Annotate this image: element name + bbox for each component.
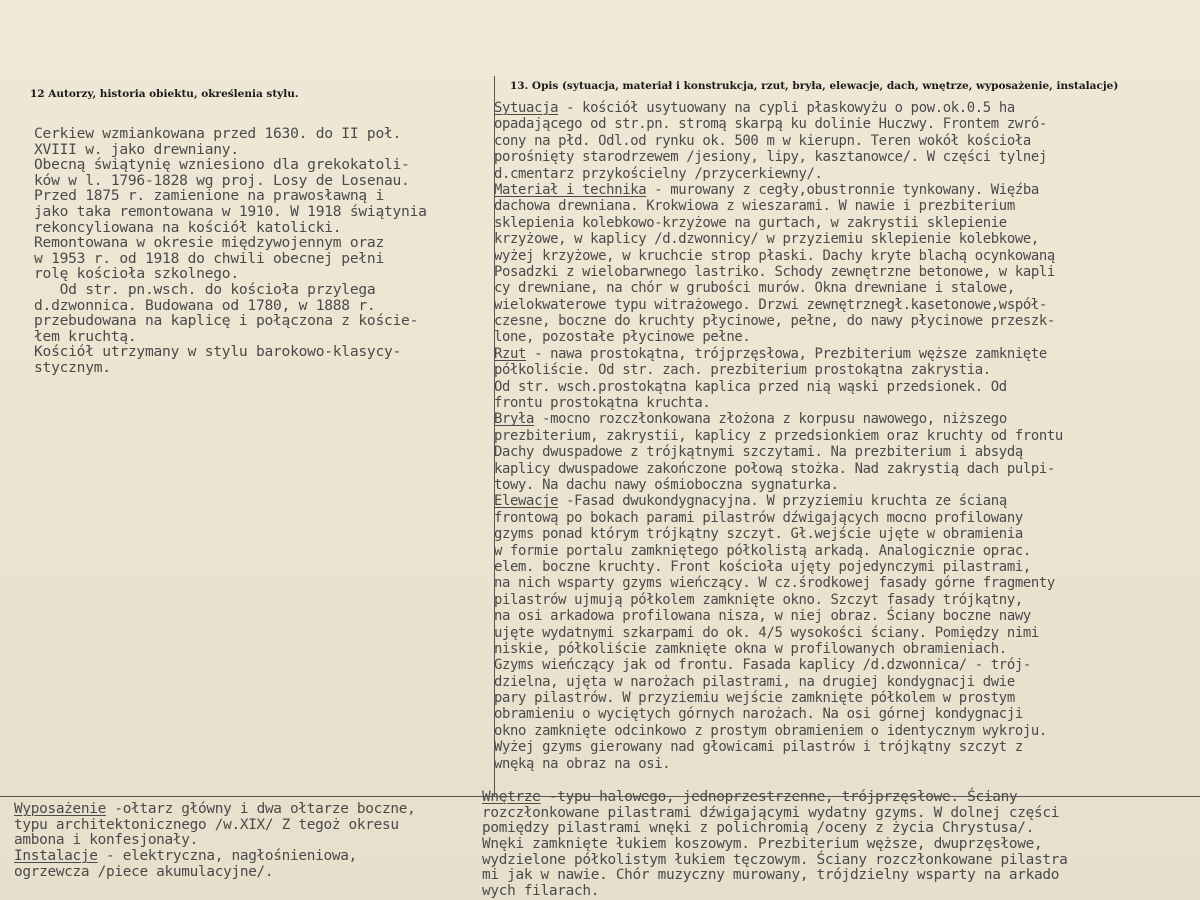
text-line: Kościół utrzymany w stylu barokowo-klasycy- <box>34 343 402 361</box>
text-line: stycznym. <box>34 358 111 376</box>
text-line <box>14 818 494 834</box>
text-line <box>494 674 1200 690</box>
text-line <box>494 510 1200 526</box>
line-text: - murowany z cegły,obustronnie tynkowany. Więźba <box>646 181 1039 198</box>
text-line: Remontowana w okresie międzywojennym oraz <box>34 234 384 252</box>
text-line <box>494 559 1200 575</box>
text-line: przebudowana na kaplicę i połączona z koście- <box>34 312 419 330</box>
text-line: d.dzwonnica. Budowana od 1780, w 1888 r. <box>34 296 376 314</box>
line-text: obramieniu o wyciętych górnych narożach. Na osi górnej kondygnacji <box>494 706 1023 723</box>
line-text: na osi arkadowa profilowana nisza, w niej obraz. Ściany boczne nawy <box>494 608 1031 625</box>
line-text: -typu halowego, jednoprzestrzenne, trójprzęsłowe. Ściany <box>540 789 1018 805</box>
line-text: czesne, boczne do kruchty płycinowe, pełne, do nawy płycinowe przeszk- <box>494 313 1055 330</box>
line-text: okno zamknięte odcinkowo z prostym obramieniem o identycznym wykroju. <box>494 722 1047 739</box>
line-text: niskie, półkoliście zamknięte okna w profilowanych obramieniach. <box>494 640 1007 657</box>
line-text: typu architektonicznego /w.XIX/ Z tegoż okresu <box>14 816 399 833</box>
line-text: dachowa drewniana. Krokwiowa z wieszarami. W nawie i prezbiterium <box>494 198 1015 215</box>
text-line <box>494 608 1200 624</box>
text-line <box>494 280 1200 296</box>
text-line: XVIII w. jako drewniany. <box>34 140 239 158</box>
text-line <box>14 833 494 849</box>
text-line: Obecną świątynię wzniesiono dla grekokatoli- <box>34 156 410 174</box>
text-line <box>482 790 1200 806</box>
text-line <box>494 739 1200 755</box>
line-text: - kościół usytuowany na cypli płaskowyżu o pow.ok.0.5 ha <box>558 100 1015 116</box>
text-line <box>494 477 1200 493</box>
section-13-text <box>494 100 1200 772</box>
text-line <box>482 884 1200 900</box>
text-line <box>494 149 1200 165</box>
text-line <box>494 346 1200 362</box>
text-line <box>494 641 1200 657</box>
text-line <box>494 723 1200 739</box>
text-line: Od str. pn.wsch. do kościoła przylega <box>34 280 376 298</box>
line-text: - nawa prostokątna, trójprzęsłowa, Prezbiterium węższe zamknięte <box>526 345 1047 362</box>
text-line <box>482 853 1200 869</box>
text-line <box>494 444 1200 460</box>
line-text: gzyms ponad którym trójkątny szczyt. Gł.wejście ujęte w obramienia <box>494 526 1023 543</box>
text-line: jako taka remontowana w 1910. W 1918 świątynia <box>34 202 427 220</box>
text-line <box>494 543 1200 559</box>
text-line <box>494 166 1200 182</box>
text-line <box>494 133 1200 149</box>
line-text: prezbiterium, zakrystii, kaplicy z przedsionkiem oraz kruchty od frontu <box>494 427 1063 444</box>
furnishings-installations-text <box>14 802 494 880</box>
text-line <box>494 329 1200 345</box>
line-text: na nich wsparty gzyms wieńczący. W cz.środkowej fasady górne fragmenty <box>494 575 1055 592</box>
text-line <box>494 379 1200 395</box>
text-line: rolę kościoła szkolnego. <box>34 265 239 283</box>
text-line: łem kruchtą. <box>34 327 137 345</box>
text-line <box>494 248 1200 264</box>
line-text: rozczłonkowane pilastrami dźwigającymi wydatny gzyms. W dolnej części <box>482 804 1060 821</box>
text-line: w 1953 r. od 1918 do chwili obecnej pełni <box>34 249 384 267</box>
text-line <box>482 868 1200 884</box>
line-text: wydzielone półkolistym łukiem tęczowym. Ściany rozczłonkowane pilastra <box>482 851 1068 868</box>
line-text: pary pilastrów. W przyziemiu wejście zamknięte półkolem w prostym <box>494 690 1015 707</box>
text-line <box>494 116 1200 132</box>
interior-text <box>482 790 1200 900</box>
line-text: -ołtarz główny i dwa ołtarze boczne, <box>106 801 416 817</box>
line-text: mi jak w nawie. Chór muzyczny murowany, trójdzielny wsparty na arkado <box>482 867 1060 884</box>
line-text: wielokwaterowe typu witrażowego. Drzwi zewnętrznegł.kasetonowe,współ- <box>494 296 1047 313</box>
text-line <box>494 461 1200 477</box>
line-text: frontu prostokątna kruchta. <box>494 395 711 412</box>
line-text: wych filarach. <box>482 883 600 900</box>
text-line <box>494 297 1200 313</box>
line-text: -mocno rozczłonkowana złożona z korpusu nawowego, niższego <box>534 411 1007 428</box>
text-line <box>14 849 494 865</box>
line-text: wyżej krzyżowe, w kruchcie strop płaski. Dachy kryte blachą ocynkowaną <box>494 247 1055 264</box>
text-line <box>494 575 1200 591</box>
line-text: sklepienia kolebkowo-krzyżowe na gurtach, w zakrystii sklepienie <box>494 214 1007 231</box>
section-heading: Materiał i technika <box>494 181 647 198</box>
text-line: ków w l. 1796-1828 wg proj. Losy de Losenau. <box>34 171 410 189</box>
text-line <box>14 802 494 818</box>
line-text: kaplicy dwuspadowe zakończone połową stożka. Nad zakrystią dach pulpi- <box>494 460 1055 477</box>
line-text: Wyżej gzyms gierowany nad głowicami pilastrów i trójkątny szczyt z <box>494 739 1023 756</box>
line-text: Wnęki zamknięte łukiem koszowym. Prezbiterium węższe, dwuprzęsłowe, <box>482 836 1043 853</box>
text-line: Przed 1875 r. zamienione na prawosławną i <box>34 187 384 205</box>
section-12-title: 12 Autorzy, historia obiektu, określenia stylu. <box>30 88 299 100</box>
text-line <box>494 526 1200 542</box>
line-text: dzielna, ujęta w narożach pilastrami, na drugiej kondygnacji dwie <box>494 673 1015 690</box>
text-line <box>494 362 1200 378</box>
text-line <box>494 182 1200 198</box>
text-line <box>494 428 1200 444</box>
text-line <box>494 493 1200 509</box>
line-text: pomiędzy pilastrami wnęki z polichromią /oceny z życia Chrystusa/. <box>482 820 1035 837</box>
section-heading: Rzut <box>494 345 527 362</box>
line-text: krzyżowe, w kaplicy /d.dzwonnicy/ w przyziemiu sklepienie kolebkowe, <box>494 231 1039 248</box>
text-line <box>494 264 1200 280</box>
text-line <box>482 806 1200 822</box>
text-line <box>494 592 1200 608</box>
section-heading: Sytuacja <box>494 100 559 116</box>
text-line <box>494 313 1200 329</box>
line-text: Posadzki z wielobarwnego lastriko. Schody zewnętrzne betonowe, w kapli <box>494 263 1055 280</box>
text-line <box>494 411 1200 427</box>
line-text: - elektryczna, nagłośnieniowa, <box>97 848 357 865</box>
text-line <box>494 395 1200 411</box>
line-text: frontową po bokach parami pilastrów dźwigających mocno profilowany <box>494 509 1023 526</box>
section-heading: Instalacje <box>14 848 98 865</box>
line-text: Dachy dwuspadowe z trójkątnymi szczytami. Na prezbiterium i absydą <box>494 444 1023 461</box>
line-text: w formie portalu zamkniętego półkolistą arkadą. Analogicznie oprac. <box>494 542 1031 559</box>
line-text: d.cmentarz przykościelny /przycerkiewny/. <box>494 165 823 182</box>
text-line <box>494 100 1200 116</box>
line-text: opadającego od str.pn. stromą skarpą ku dolinie Huczwy. Frontem zwró- <box>494 116 1047 133</box>
line-text: ambona i konfesjonały. <box>14 832 199 849</box>
section-heading: Wnętrze <box>482 789 541 805</box>
line-text: towy. Na dachu nawy ośmioboczna sygnaturka. <box>494 476 839 493</box>
line-text: porośnięty starodrzewem /jesiony, lipy, kasztanowce/. W części tylnej <box>494 149 1047 166</box>
line-text: Gzyms wieńczący jak od frontu. Fasada kaplicy /d.dzwonnica/ - trój- <box>494 657 1031 674</box>
line-text: Od str. wsch.prostokątna kaplica przed nią wąski przedsionek. Od <box>494 378 1007 395</box>
line-text: lone, pozostałe płycinowe pełne. <box>494 329 751 346</box>
section-heading: Wyposażenie <box>14 801 107 817</box>
text-line <box>482 821 1200 837</box>
section-12-text <box>34 126 494 376</box>
line-text: elem. boczne kruchty. Front kościoła ujęty pojedynczymi pilastrami, <box>494 558 1031 575</box>
section-13-title: 13. Opis (sytuacja, materiał i konstrukcja, rzut, bryła, elewacje, dach, wnętrze, wyposażenie, instalacje) <box>510 80 1119 92</box>
text-line <box>494 231 1200 247</box>
text-line: rekoncyliowana na kościół katolicki. <box>34 218 342 236</box>
line-text: pilastrów ujmują półkolem zamknięte okno. Szczyt fasady trójkątny, <box>494 591 1023 608</box>
text-line <box>482 837 1200 853</box>
line-text: ujęte wydatnymi szkarpami do ok. 4/5 wysokości ściany. Pomiędzy nimi <box>494 624 1039 641</box>
section-heading: Elewacje <box>494 493 559 510</box>
line-text: ogrzewcza /piece akumulacyjne/. <box>14 863 274 880</box>
text-line <box>494 215 1200 231</box>
text-line: Cerkiew wzmiankowana przed 1630. do II poł. <box>34 125 402 142</box>
text-line <box>494 625 1200 641</box>
line-text: -Fasad dwukondygnacyjna. W przyziemiu kruchta ze ścianą <box>558 493 1007 510</box>
text-line <box>494 756 1200 772</box>
text-line <box>494 657 1200 673</box>
line-text: cy drewniane, na chór w grubości murów. Okna drewniane i stalowe, <box>494 280 1015 297</box>
text-line <box>14 865 494 881</box>
text-line <box>494 690 1200 706</box>
section-heading: Bryła <box>494 411 535 428</box>
line-text: wnęką na obraz na osi. <box>494 755 671 772</box>
text-line <box>494 706 1200 722</box>
line-text: cony na płd. Odl.od rynku ok. 500 m w kierupn. Teren wokół kościoła <box>494 132 1031 149</box>
line-text: półkoliście. Od str. zach. prezbiterium prostokątna zakrystia. <box>494 362 991 379</box>
text-line <box>494 198 1200 214</box>
